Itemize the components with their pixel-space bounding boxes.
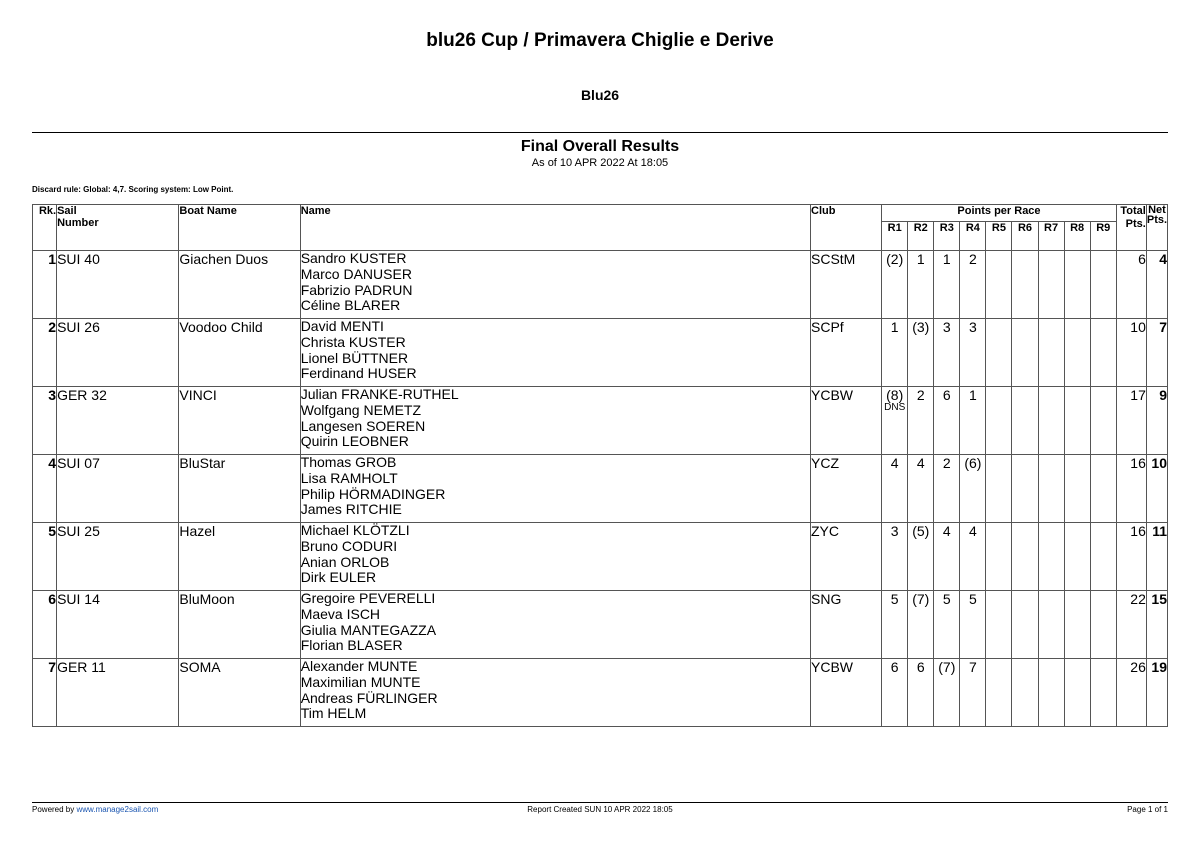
race-score: 5 [968, 591, 977, 607]
race-score-cell [934, 319, 960, 387]
race-score-cell [1012, 591, 1038, 659]
race-score-cell [1064, 591, 1090, 659]
crew-member: Tim HELM [300, 705, 367, 722]
race-score-cell [1012, 387, 1038, 455]
race-score: 4 [916, 455, 925, 471]
net-points-cell: 4 [1146, 251, 1167, 319]
race-score: 1 [942, 251, 951, 267]
race-score-cell [986, 659, 1012, 727]
total-points-cell: 10 [1116, 319, 1146, 387]
club-header: Club [811, 205, 882, 251]
crew-member: James RITCHIE [300, 501, 402, 518]
race-score-cell [986, 387, 1012, 455]
report-title: Final Overall Results [520, 138, 680, 155]
powered-by-label: Powered by [32, 805, 77, 814]
rank-cell: 5 [33, 523, 57, 591]
race-score-cell [908, 659, 934, 727]
crew-member: Christa KUSTER [300, 333, 406, 350]
total-points-cell: 16 [1116, 455, 1146, 523]
crew-member: Fabrizio PADRUN [300, 281, 413, 298]
crew-member: David MENTI [300, 318, 384, 334]
boat-name-header: Boat Name [179, 205, 300, 251]
crew-member: Wolfgang NEMETZ [300, 401, 422, 418]
sail-number-cell: SUI 40 [57, 251, 179, 319]
result-row [33, 455, 1168, 523]
result-row [33, 319, 1168, 387]
race-header-r1: R1 [882, 222, 908, 251]
boat-name-cell: Giachen Duos [179, 251, 300, 319]
sail-number-cell: SUI 14 [57, 591, 179, 659]
race-score-cell [1012, 319, 1038, 387]
crew-member: Quirin LEOBNER [300, 433, 409, 450]
race-score-cell [1038, 319, 1064, 387]
crew-member: Florian BLASER [300, 637, 403, 654]
rank-cell: 4 [33, 455, 57, 523]
race-score-cell [960, 251, 986, 319]
race-score: (6) [964, 455, 982, 471]
points-per-race-header: Points per Race [882, 205, 1117, 222]
race-score-cell [1090, 659, 1116, 727]
race-score: 3 [968, 319, 977, 335]
race-score-cell [1064, 251, 1090, 319]
race-score-cell [908, 251, 934, 319]
race-score-cell [934, 251, 960, 319]
race-score-cell [960, 523, 986, 591]
race-score: 5 [942, 591, 951, 607]
result-row [33, 387, 1168, 455]
race-score-cell [1012, 455, 1038, 523]
race-score-cell [986, 455, 1012, 523]
race-score: 6 [942, 387, 951, 403]
net-points-cell: 11 [1146, 523, 1167, 591]
crew-member: Andreas FÜRLINGER [300, 689, 438, 706]
race-score-cell [1038, 659, 1064, 727]
race-score: (7) [912, 591, 930, 607]
race-score: 2 [916, 387, 925, 403]
race-score-cell [1012, 251, 1038, 319]
race-score-cell [908, 591, 934, 659]
crew-member: Julian FRANKE-RUTHEL [300, 386, 459, 402]
net-points-cell: 9 [1146, 387, 1167, 455]
rank-cell: 7 [33, 659, 57, 727]
name-header: Name [300, 205, 810, 251]
race-score: 6 [890, 659, 899, 675]
sail-header-line2: Number [57, 217, 99, 229]
race-score: (7) [938, 659, 956, 675]
crew-member: Ferdinand HUSER [300, 365, 417, 382]
crew-member: Gregoire PEVERELLI [300, 590, 436, 606]
net-points-cell: 15 [1146, 591, 1167, 659]
club-cell: SCStM [811, 251, 882, 319]
race-score: 4 [968, 523, 977, 539]
race-score-cell [1038, 523, 1064, 591]
race-header-r8: R8 [1064, 222, 1090, 251]
sail-number-header [57, 205, 179, 251]
race-score: 4 [942, 523, 951, 539]
total-points-cell: 6 [1116, 251, 1146, 319]
top-divider [32, 132, 1168, 133]
race-score-cell [960, 591, 986, 659]
result-row [33, 659, 1168, 727]
event-title: blu26 Cup / Primavera Chiglie e Derive [426, 30, 774, 51]
race-score: 3 [890, 523, 899, 539]
crew-member: Marco DANUSER [300, 265, 412, 282]
race-score: 4 [890, 455, 899, 471]
sail-header-line1: Sail [57, 205, 77, 217]
crew-names-cell [300, 455, 810, 523]
total-points-cell: 16 [1116, 523, 1146, 591]
race-score-cell [986, 251, 1012, 319]
net-points-cell: 19 [1146, 659, 1167, 727]
race-score-cell [1090, 455, 1116, 523]
race-score-cell [1090, 251, 1116, 319]
race-score-cell [934, 659, 960, 727]
race-score-cell [960, 319, 986, 387]
club-cell: ZYC [811, 523, 882, 591]
sail-number-cell: GER 11 [57, 659, 179, 727]
race-score-cell [960, 387, 986, 455]
sail-number-cell: GER 32 [57, 387, 179, 455]
result-row [33, 523, 1168, 591]
race-score-cell [934, 455, 960, 523]
race-score-cell [960, 455, 986, 523]
boat-name-cell: Hazel [179, 523, 300, 591]
race-header-r2: R2 [908, 222, 934, 251]
race-score: 5 [890, 591, 899, 607]
race-score: 2 [942, 455, 951, 471]
rank-header: Rk. [33, 205, 57, 251]
net-points-header [1146, 205, 1167, 251]
race-score: 1 [890, 319, 899, 335]
boat-name-cell: Voodoo Child [179, 319, 300, 387]
crew-member: Alexander MUNTE [300, 658, 418, 674]
bottom-divider [32, 802, 1168, 803]
race-score-cell [908, 455, 934, 523]
race-score-cell [934, 387, 960, 455]
manage2sail-link[interactable]: www.manage2sail.com [76, 805, 159, 814]
crew-member: Maeva ISCH [300, 605, 381, 622]
crew-member: Lionel BÜTTNER [300, 349, 409, 366]
race-score: 6 [916, 659, 925, 675]
net-header-line2: Pts. [1146, 214, 1168, 226]
crew-member: Dirk EULER [300, 569, 377, 586]
crew-member: Giulia MANTEGAZZA [300, 621, 437, 638]
net-header-line1: Net [1148, 204, 1166, 216]
race-score: (2) [886, 251, 904, 267]
crew-names-cell [300, 591, 810, 659]
results-body [33, 251, 1168, 727]
race-score-cell [1064, 523, 1090, 591]
race-score: (8) [886, 387, 904, 403]
crew-names-cell [300, 659, 810, 727]
race-score-cell [986, 319, 1012, 387]
race-header-r7: R7 [1038, 222, 1064, 251]
race-score-cell [960, 659, 986, 727]
race-score-cell [1012, 523, 1038, 591]
crew-names-cell [300, 251, 810, 319]
crew-member: Philip HÖRMADINGER [300, 485, 446, 502]
race-score-cell [882, 387, 908, 455]
race-score-cell [882, 591, 908, 659]
crew-member: Thomas GROB [300, 454, 397, 470]
race-score-cell [882, 659, 908, 727]
race-score: (5) [912, 523, 930, 539]
club-cell: SCPf [811, 319, 882, 387]
crew-member: Maximilian MUNTE [300, 673, 421, 690]
class-name: Blu26 [580, 87, 620, 103]
race-score-cell [882, 523, 908, 591]
total-header-line2: Pts. [1125, 218, 1146, 230]
crew-names-cell [300, 523, 810, 591]
crew-names-cell [300, 387, 810, 455]
net-points-cell: 7 [1146, 319, 1167, 387]
report-created: Report Created SUN 10 APR 2022 18:05 [527, 805, 673, 814]
rank-cell: 2 [33, 319, 57, 387]
race-score-cell [1090, 387, 1116, 455]
boat-name-cell: BluMoon [179, 591, 300, 659]
race-score-cell [1038, 455, 1064, 523]
crew-member: Sandro KUSTER [300, 250, 407, 266]
race-score-cell [986, 591, 1012, 659]
race-header-r9: R9 [1090, 222, 1116, 251]
race-score-cell [1090, 319, 1116, 387]
boat-name-cell: SOMA [179, 659, 300, 727]
sail-number-cell: SUI 25 [57, 523, 179, 591]
crew-member: Langesen SOEREN [300, 417, 426, 434]
results-table [32, 204, 1168, 727]
boat-name-cell: BluStar [179, 455, 300, 523]
race-score-cell [1038, 387, 1064, 455]
race-score-cell [908, 523, 934, 591]
crew-member: Anian ORLOB [300, 553, 390, 570]
race-score-cell [908, 319, 934, 387]
race-score-cell [934, 523, 960, 591]
crew-member: Céline BLARER [300, 297, 401, 314]
club-cell: YCBW [811, 387, 882, 455]
crew-member: Michael KLÖTZLI [300, 522, 410, 538]
club-cell: YCBW [811, 659, 882, 727]
total-points-header [1116, 205, 1146, 251]
race-header-r5: R5 [986, 222, 1012, 251]
crew-member: Bruno CODURI [300, 537, 398, 554]
race-score: 1 [968, 387, 977, 403]
race-header-r4: R4 [960, 222, 986, 251]
race-score-cell [986, 523, 1012, 591]
penalty-code: DNS [884, 402, 906, 413]
total-points-cell: 22 [1116, 591, 1146, 659]
crew-member: Lisa RAMHOLT [300, 469, 398, 486]
rank-cell: 1 [33, 251, 57, 319]
race-score: 2 [968, 251, 977, 267]
race-score-cell [1064, 455, 1090, 523]
race-score-cell [1038, 591, 1064, 659]
total-points-cell: 17 [1116, 387, 1146, 455]
total-points-cell: 26 [1116, 659, 1146, 727]
race-score-cell [1090, 591, 1116, 659]
rank-cell: 3 [33, 387, 57, 455]
page-number: Page 1 of 1 [1127, 805, 1168, 814]
as-of-date: As of 10 APR 2022 At 18:05 [531, 157, 669, 169]
race-header-r3: R3 [934, 222, 960, 251]
race-score-cell [882, 319, 908, 387]
race-score-cell [1064, 659, 1090, 727]
total-header-line1: Total [1120, 205, 1146, 217]
rank-cell: 6 [33, 591, 57, 659]
race-score-cell [1038, 251, 1064, 319]
race-score-cell [1090, 523, 1116, 591]
race-score-cell [934, 591, 960, 659]
sail-number-cell: SUI 26 [57, 319, 179, 387]
race-header-r6: R6 [1012, 222, 1038, 251]
race-score: 1 [916, 251, 925, 267]
race-score-cell [882, 455, 908, 523]
race-score: 7 [968, 659, 977, 675]
boat-name-cell: VINCI [179, 387, 300, 455]
club-cell: YCZ [811, 455, 882, 523]
result-row [33, 591, 1168, 659]
race-score-cell [908, 387, 934, 455]
net-points-cell: 10 [1146, 455, 1167, 523]
race-score-cell [1064, 319, 1090, 387]
race-score-cell [1012, 659, 1038, 727]
result-row [33, 251, 1168, 319]
sail-number-cell: SUI 07 [57, 455, 179, 523]
crew-names-cell [300, 319, 810, 387]
discard-rule: Discard rule: Global: 4,7. Scoring system: Low Point. [32, 185, 234, 194]
club-cell: SNG [811, 591, 882, 659]
race-score: 3 [942, 319, 951, 335]
race-score-cell [1064, 387, 1090, 455]
race-score-cell [882, 251, 908, 319]
race-score: (3) [912, 319, 930, 335]
